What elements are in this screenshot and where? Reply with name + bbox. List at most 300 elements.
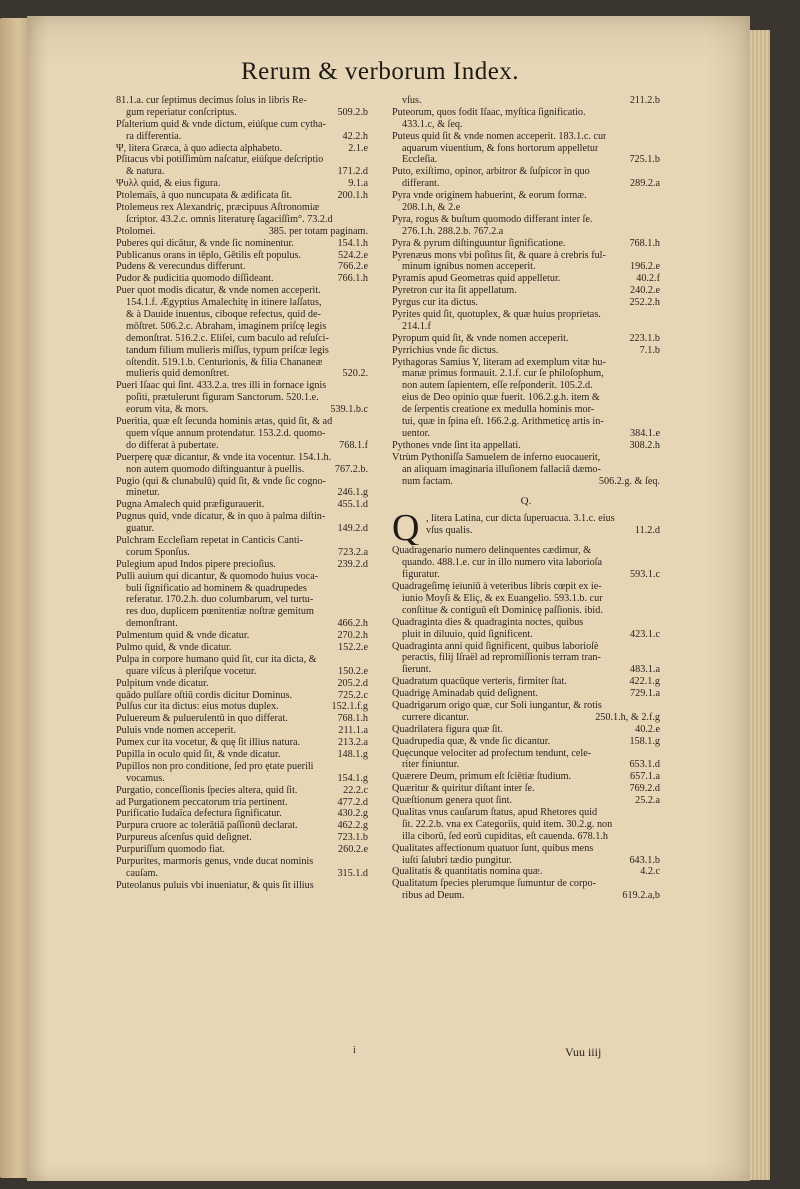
page-reference: 423.1.c: [630, 628, 660, 640]
entry-text: Qualitatis & quantitatis nomina quæ.: [392, 866, 543, 878]
index-line: [116, 345, 368, 357]
entry-text: vocamus.: [126, 772, 165, 784]
entry-text: poſiti, prætulerunt figuram Sanctorum. 520.1.e.: [126, 392, 319, 404]
page-reference: 246.1.g: [337, 487, 368, 499]
index-column-left: [116, 95, 368, 892]
entry-text: iunio Moyſi & Eliç, & ex Euangelio. 593.1.b. cur: [402, 592, 603, 604]
index-line: [116, 642, 368, 654]
index-line: [392, 843, 660, 855]
entry-text: tandum filium mulieris miſſus, typum priſcæ legis: [126, 344, 329, 356]
index-line: [116, 654, 368, 666]
index-line: [116, 166, 368, 178]
index-line: [392, 748, 660, 760]
index-line: [392, 214, 660, 226]
entry-text: Pulmo quid, & vnde dicatur.: [116, 641, 232, 653]
entry-text: Ψ, litera Græca, à quo adiecta alphabeto.: [116, 142, 283, 154]
entry-text: ſcriptor. 43.2.c. omnis literaturę ſagaciſſim°. 73.2.d: [126, 213, 333, 225]
index-line: [116, 333, 368, 345]
index-line: [392, 890, 660, 902]
index-line: [392, 807, 660, 819]
entry-text: Puto, exiſtimo, opinor, arbitror & ſuſpicor in quo: [392, 166, 590, 178]
index-line: [116, 285, 368, 297]
entry-text: buli ſignificatio ad hominem & quadrupedes: [126, 582, 307, 594]
index-line: [116, 154, 368, 166]
page-reference: 152.2.e: [338, 641, 368, 653]
page-reference: 466.2.h: [337, 618, 368, 630]
entry-text: Pupilla in oculo quid ſit, & vnde dicatur.: [116, 748, 281, 760]
entry-text: Qualitas vnus cauſarum ſtatus, apud Rhetores quid: [392, 806, 598, 818]
index-line: [392, 357, 660, 369]
drop-initial: Q: [392, 513, 420, 546]
entry-text: Pſalterium quid & vnde dictum, eiúſque cum cytha-: [116, 118, 326, 130]
page-reference: 462.2.g: [337, 820, 368, 832]
index-line: [116, 131, 368, 143]
index-line: [392, 581, 660, 593]
page-reference: 149.2.d: [337, 523, 368, 535]
entry-text: Pudor & pudicitia quomodo diſſideant.: [116, 273, 274, 285]
index-line: [116, 416, 368, 428]
index-line: [392, 819, 660, 831]
entry-text: demonſtrant.: [126, 618, 178, 630]
index-line: [116, 321, 368, 333]
index-line: [392, 226, 660, 238]
entry-text: uentor.: [402, 427, 431, 439]
entry-text: figuratur.: [402, 569, 440, 581]
index-line: [116, 880, 368, 892]
entry-text: do differat à pubertate.: [126, 439, 219, 451]
entry-text: 154.1.f. Ægyptius Amalechitę in itinere laſſatus,: [126, 297, 322, 309]
entry-text: Qualitatum ſpecies plerumque ſumuntur de corpo-: [392, 878, 596, 890]
index-line: [116, 606, 368, 618]
index-line: [392, 569, 660, 581]
page-reference: 7.1.b: [639, 344, 660, 356]
entry-text: conſtitue & contiguū eſt Dominicę paſſionis. ibid.: [402, 604, 603, 616]
index-line: [116, 143, 368, 155]
entry-text: Puluereum & puluerulentū in quo differat.: [116, 713, 288, 725]
entry-text: Pugna Amalech quid præfigurauerit.: [116, 499, 265, 511]
index-line: [116, 273, 368, 285]
index-line: [392, 545, 660, 557]
q-first-entry: [392, 513, 660, 545]
page-reference: 289.2.a: [630, 178, 660, 190]
entry-text: 208.1.h, & 2.e: [402, 202, 461, 214]
entry-text: 276.1.h. 288.2.b. 767.2.a: [402, 225, 504, 237]
index-line: [392, 273, 660, 285]
entry-text: Ptolemeus rex Alexandriç, præcipuus Aſtronomiæ: [116, 202, 320, 214]
entry-text: Eccleſia.: [402, 154, 438, 166]
index-line: [116, 618, 368, 630]
index-line: [116, 452, 368, 464]
entry-text: de ſerpentis creatione ex medulla hominis mor-: [402, 404, 595, 416]
entry-text: Pupillos non pro conditione, ſed pro ętate puerili: [116, 760, 314, 772]
index-line: [392, 464, 660, 476]
entry-text: Pugnus quid, vnde dicatur, & in quo à palma diſtin-: [116, 511, 326, 523]
entry-text: Qualitates affectionum quatuor ſunt, quibus mens: [392, 842, 594, 854]
index-line: [116, 404, 368, 416]
entry-text: Quadrageſimę ieiuniū à veteribus libris cœpit ex ie-: [392, 581, 602, 593]
entry-text: Quadraginta anni quid ſignificent, quibus laborioſè: [392, 640, 599, 652]
entry-text: mulieris quid demonſtret.: [126, 368, 230, 380]
entry-text: Pythagoras Samius Y, literam ad exemplum vitæ hu-: [392, 356, 606, 368]
index-line: [392, 333, 660, 345]
entry-text: Purificatio Iudaïca defectura ſignificatur.: [116, 808, 282, 820]
entry-text: Puteorum, quos fodit Iſaac, myſtica ſignificatio.: [392, 106, 586, 118]
index-line: [116, 523, 368, 535]
page-reference: 509.2.b: [337, 106, 368, 118]
entry-text: Pyrites quid ſit, quotuplex, & quæ huius proprietas.: [392, 309, 601, 321]
entry-text: 81.1.a. cur ſeptimus decimus ſolus in libris Re-: [116, 95, 307, 106]
index-line: [426, 525, 660, 537]
index-line: [392, 652, 660, 664]
entry-text: Purpurites, marmoris genus, vnde ducat nominis: [116, 856, 314, 867]
page-reference: 9.1.a: [348, 178, 368, 190]
entry-text: Pulſus cur ita dictus: eius motus duplex.: [116, 701, 279, 713]
index-line: [392, 285, 660, 297]
entry-text: peractis, filij Iſraël ad repromiſſionis terram tran-: [402, 652, 601, 664]
index-line: [116, 238, 368, 250]
entry-text: Publicanus orans in tēplo, Gētilis eſt populus.: [116, 249, 302, 261]
entry-text: non autem quomodo diſtinguantur à puellis.: [126, 463, 305, 475]
entry-text: Quærere Deum, primum eſt ſciētiæ ſtudium.: [392, 771, 572, 783]
index-line: [392, 476, 660, 488]
index-line: [392, 238, 660, 250]
page-reference: 223.1.b: [629, 332, 660, 344]
page-reference: 520.2.: [342, 368, 368, 380]
index-line: [116, 392, 368, 404]
entry-text: Quadragenario numero delinquentes cædimur, &: [392, 545, 592, 557]
index-line: [116, 190, 368, 202]
page-reference: 430.2.g: [337, 808, 368, 820]
entry-text: Puerperę quæ dicantur, & vnde ita vocentur. 154.1.h.: [116, 451, 332, 463]
index-line: [392, 724, 660, 736]
footer-mark: i: [353, 1045, 356, 1056]
entry-text: gum reperiatur conſcriptus.: [126, 106, 237, 118]
page-reference: 729.1.a: [630, 688, 660, 700]
index-line: [116, 107, 368, 119]
index-line: [116, 250, 368, 262]
index-line: [116, 309, 368, 321]
entry-text: mōſtret. 506.2.c. Abraham, imaginem priſcę legis: [126, 320, 327, 332]
page-reference: 384.1.e: [630, 427, 660, 439]
entry-text: referatur. 170.2.h. duo columbarum, vel turtu-: [126, 594, 314, 606]
page-reference: 150.2.e: [338, 665, 368, 677]
entry-text: Pyrrichius vnde ſic dictus.: [392, 344, 499, 356]
index-line: [392, 380, 660, 392]
index-line: [116, 725, 368, 737]
index-line: [392, 676, 660, 688]
entry-text: Purpura cruore ac tolerātiā paſſionū declarat.: [116, 820, 298, 832]
index-line: [116, 844, 368, 856]
index-line: [392, 452, 660, 464]
index-line: [392, 759, 660, 771]
index-line: [116, 820, 368, 832]
entry-text: non autem ſapientem, eſſe reſponderit. 105.2.d.: [402, 380, 593, 392]
index-line: [116, 464, 368, 476]
index-line: [392, 368, 660, 380]
index-line: [392, 131, 660, 143]
page-reference: 240.2.e: [630, 285, 660, 297]
index-line: [392, 321, 660, 333]
entry-text: res duo, duplicem pœnitentiæ noſtræ gemitum: [126, 606, 314, 618]
index-line: [116, 808, 368, 820]
entry-text: Purgatio, conceſſionis ſpecies altera, quid ſit.: [116, 784, 298, 796]
index-line: [116, 868, 368, 880]
page-reference: 270.2.h: [337, 630, 368, 642]
left-page-sliver: [0, 18, 30, 1178]
index-line: [116, 499, 368, 511]
index-line: [392, 404, 660, 416]
index-line: [392, 143, 660, 155]
index-line: [116, 357, 368, 369]
page-reference: 766.1.h: [337, 273, 368, 285]
page-reference: 619.2.a,b: [622, 890, 660, 902]
entry-text: Puberes qui dicātur, & vnde ſic nominentur.: [116, 237, 294, 249]
index-line: [392, 107, 660, 119]
entry-text: aquarum viuentium, & fons hortorum appelletur: [402, 142, 599, 154]
entry-text: quādo pulſare oſtiū cordis dicitur Dominus.: [116, 689, 292, 701]
index-line: [116, 547, 368, 559]
entry-text: quando. 488.1.e. cur in illo numero vita laborioſa: [402, 557, 603, 569]
index-line: [392, 440, 660, 452]
index-line: [116, 571, 368, 583]
index-line: [392, 664, 660, 676]
index-line: [392, 119, 660, 131]
entry-text: corum Sponſus.: [126, 546, 190, 558]
entry-text: ad Purgationem peccatorum tria pertinent.: [116, 796, 288, 808]
entry-text: eorum vita, & mors.: [126, 404, 209, 416]
page-reference: 422.1.g: [629, 676, 660, 688]
page-reference: 768.1.h: [629, 237, 660, 249]
page-reference: 250.1.h, & 2.f.g: [595, 711, 660, 723]
index-line: [116, 202, 368, 214]
entry-text: vſus qualis.: [426, 525, 473, 537]
entry-text: minum ignibus nomen acceperit.: [402, 261, 536, 273]
page-reference: 148.1.g: [337, 748, 368, 760]
entry-text: ra differentia.: [126, 130, 182, 142]
entry-text: Quæſtionum genera quot ſint.: [392, 795, 512, 807]
page-reference: 4.2.c: [640, 866, 660, 878]
page-reference: 385. per totam paginam.: [268, 225, 368, 237]
page-reference: 769.2.d: [629, 783, 660, 795]
entry-text: Pulpa in corpore humano quid ſit, cur ita dicta, &: [116, 653, 317, 665]
entry-text: num factam.: [402, 475, 453, 487]
page-reference: 42.2.h: [342, 130, 368, 142]
entry-text: manæ primus formauit. 2.1.f. cur ſe philoſophum,: [402, 368, 604, 380]
entry-text: oſtendit. 519.1.b. Centurionis, & filia Chananeæ: [126, 356, 323, 368]
entry-text: Pyrenæus mons vbi poſitus ſit, & quare à crebris ful-: [392, 249, 606, 261]
entry-text: & natura.: [126, 166, 165, 178]
page-reference: 211.1.a: [338, 725, 368, 737]
page-reference: 40.2.f: [636, 273, 660, 285]
page-reference: 308.2.h: [629, 439, 660, 451]
page-reference: 455.1.d: [337, 499, 368, 511]
entry-text: Ψυλλ quid, & eius figura.: [116, 178, 221, 190]
index-line: [116, 856, 368, 868]
entry-text: Pſitacus vbi potiſſimùm naſcatur, eiúſque deſcriptio: [116, 154, 324, 166]
entry-text: Pugio (qui & clunabulū) quid ſit, & vnde ſic cogno-: [116, 475, 326, 487]
index-line: [116, 487, 368, 499]
index-line: [116, 178, 368, 190]
entry-text: Puteolanus puluis vbi inueniatur, & quis ſit illius: [116, 879, 314, 891]
index-line: [392, 771, 660, 783]
index-line: [392, 629, 660, 641]
page-reference: 653.1.d: [629, 759, 660, 771]
entry-text: demonſtrat. 516.2.c. Eliſei, cum baculo ad reſuſci-: [126, 332, 329, 344]
entry-text: Puer quot modis dicatur, & vnde nomen acceperit.: [116, 285, 321, 297]
entry-text: Pyra vnde originem habuerint, & eorum formæ.: [392, 190, 587, 202]
page-reference: 725.1.b: [629, 154, 660, 166]
index-line: [116, 797, 368, 809]
index-line: [116, 713, 368, 725]
index-line: [392, 309, 660, 321]
page-reference: 40.2.e: [635, 723, 660, 735]
index-line: [392, 617, 660, 629]
entry-text: riter finiuntur.: [402, 759, 460, 771]
index-line: [116, 832, 368, 844]
index-line: [392, 700, 660, 712]
index-line: [392, 250, 660, 262]
index-line: [392, 166, 660, 178]
index-line: [116, 428, 368, 440]
page-reference: 539.1.b.c: [330, 404, 368, 416]
entry-text: vſus.: [402, 95, 422, 106]
page-reference: 158.1.g: [629, 735, 660, 747]
page-reference: 723.1.b: [337, 832, 368, 844]
entry-text: Quæritur & quiritur diſtant inter ſe.: [392, 783, 535, 795]
entry-text: tui, quæ in ſpina eſt. 166.2.g. Arithmeticę artis in-: [402, 416, 604, 428]
page-stack-edge: [750, 30, 770, 1180]
entry-text: cauſam.: [126, 867, 158, 879]
entry-text: iuſti ſalubri tædio pungitur.: [402, 854, 512, 866]
index-line: [116, 440, 368, 452]
index-line: [116, 380, 368, 392]
index-line: [392, 736, 660, 748]
index-line: [116, 559, 368, 571]
index-line: [392, 190, 660, 202]
page-reference: 200.1.h: [337, 190, 368, 202]
entry-text: ribus ad Deum.: [402, 890, 465, 902]
entry-text: Pythones vnde ſint ita appellati.: [392, 439, 521, 451]
index-line: [392, 557, 660, 569]
index-line: [116, 261, 368, 273]
index-line: [392, 712, 660, 724]
index-line: [116, 761, 368, 773]
index-line: [392, 261, 660, 273]
index-line: [392, 641, 660, 653]
index-line: [392, 878, 660, 890]
entry-text: Ptolemaïs, à quo nuncupata & ædificata ſit.: [116, 190, 292, 202]
entry-text: Quadrigę Aminadab quid deſignent.: [392, 688, 538, 700]
index-line: [392, 154, 660, 166]
page-reference: 657.1.a: [630, 771, 660, 783]
page-reference: 213.2.a: [338, 737, 368, 749]
entry-text: minetur.: [126, 487, 160, 499]
page-reference: 154.1.g: [337, 772, 368, 784]
page-reference: 725.2.c: [338, 689, 368, 701]
entry-text: ſit. 22.2.b. vna ex Categoriis, quid item. 30.2.g. non: [402, 818, 613, 830]
page-reference: 723.2.a: [338, 546, 368, 558]
entry-text: illa ciborū, ſed eorū cupiditas, eſt cauenda. 678.1.h: [402, 830, 608, 842]
entry-text: Quadraginta dies & quadraginta noctes, quibus: [392, 616, 584, 628]
index-column-right: [392, 95, 660, 902]
page-reference: 766.2.e: [338, 261, 368, 273]
index-line: [116, 583, 368, 595]
page-reference: 2.1.e: [348, 142, 368, 154]
index-line: [116, 666, 368, 678]
signature-mark: Vuu iiij: [565, 1045, 602, 1059]
entry-text: Pueri Iſaac qui ſint. 433.2.a. tres illi in fornace ignis: [116, 380, 327, 392]
entry-text: Pulmentum quid & vnde dicatur.: [116, 630, 250, 642]
entry-text: Pyropum quid ſit, & vnde nomen acceperit.: [392, 332, 569, 344]
entry-text: an aliquam imaginaria illuſionem fallaciâ dæmo-: [402, 463, 601, 475]
page-reference: 767.2.b.: [334, 463, 368, 475]
entry-text: Pulegium apud Indos pipere precioſius.: [116, 558, 276, 570]
entry-text: & à Dauide inuentus, ciboque refectus, quid de-: [126, 309, 321, 321]
index-line: [116, 226, 368, 238]
running-header: Rerum & verborum Index.: [240, 58, 520, 85]
page-reference: 483.1.a: [630, 664, 660, 676]
entry-text: Quęcunque velociter ad profectum tendunt, cele-: [392, 747, 592, 759]
page-reference: 152.1.f.g: [331, 701, 368, 713]
entry-text: Purpuriſſum quomodo fiat.: [116, 844, 225, 856]
index-line: [116, 511, 368, 523]
entry-text: Pudens & verecundus differunt.: [116, 261, 246, 273]
index-line: [116, 297, 368, 309]
index-line: [392, 688, 660, 700]
entry-text: Puteus quid ſit & vnde nomen acceperit. 183.1.c. cur: [392, 130, 607, 142]
entry-text: quem vſque annum protendatur. 153.2.d. quomo-: [126, 427, 326, 439]
index-line: [116, 119, 368, 131]
index-line: [116, 773, 368, 785]
index-line: [116, 749, 368, 761]
index-line: [392, 855, 660, 867]
index-line: [116, 785, 368, 797]
entry-text: Pyra, rogus & buſtum quomodo differant inter ſe.: [392, 213, 593, 225]
index-line: [116, 95, 368, 107]
index-line: [116, 368, 368, 380]
entry-text: Quadrupedia quæ, & vnde ſic dicantur.: [392, 735, 551, 747]
p-entries-continued: [392, 95, 660, 487]
entry-text: Quadrilatera figura quæ ſit.: [392, 723, 503, 735]
index-line: [392, 178, 660, 190]
page-reference: 768.1.h: [337, 713, 368, 725]
page-reference: 252.2.h: [629, 297, 660, 309]
index-line: [116, 476, 368, 488]
entry-text: Purpureus aſcenſus quid deſignet.: [116, 832, 252, 844]
index-line: [116, 594, 368, 606]
page-reference: 154.1.h: [337, 237, 368, 249]
index-line: [116, 535, 368, 547]
entry-text: 433.1.c, & ſeq.: [402, 118, 463, 130]
entry-text: Pulchram Eccleſiam repetat in Canticis Canti-: [116, 534, 303, 546]
section-heading-q: Q.: [520, 495, 532, 508]
page-reference: 768.1.f: [339, 439, 368, 451]
entry-text: ſierunt.: [402, 664, 432, 676]
index-line: [392, 202, 660, 214]
index-line: [116, 678, 368, 690]
entry-text: Pyretron cur ita ſit appellatum.: [392, 285, 517, 297]
page-reference: 211.2.b: [629, 95, 660, 106]
entry-text: Pulli auium qui dicantur, & quomodo huius voca-: [116, 570, 319, 582]
index-line: [392, 605, 660, 617]
entry-text: Pyrgus cur ita dictus.: [392, 297, 478, 309]
page-reference: 196.2.e: [630, 261, 660, 273]
page-reference: 22.2.c: [343, 784, 368, 796]
entry-text: Pyramis apud Geometras quid appelletur.: [392, 273, 561, 285]
q-entries: [392, 545, 660, 902]
index-line: [392, 416, 660, 428]
index-line: [392, 345, 660, 357]
